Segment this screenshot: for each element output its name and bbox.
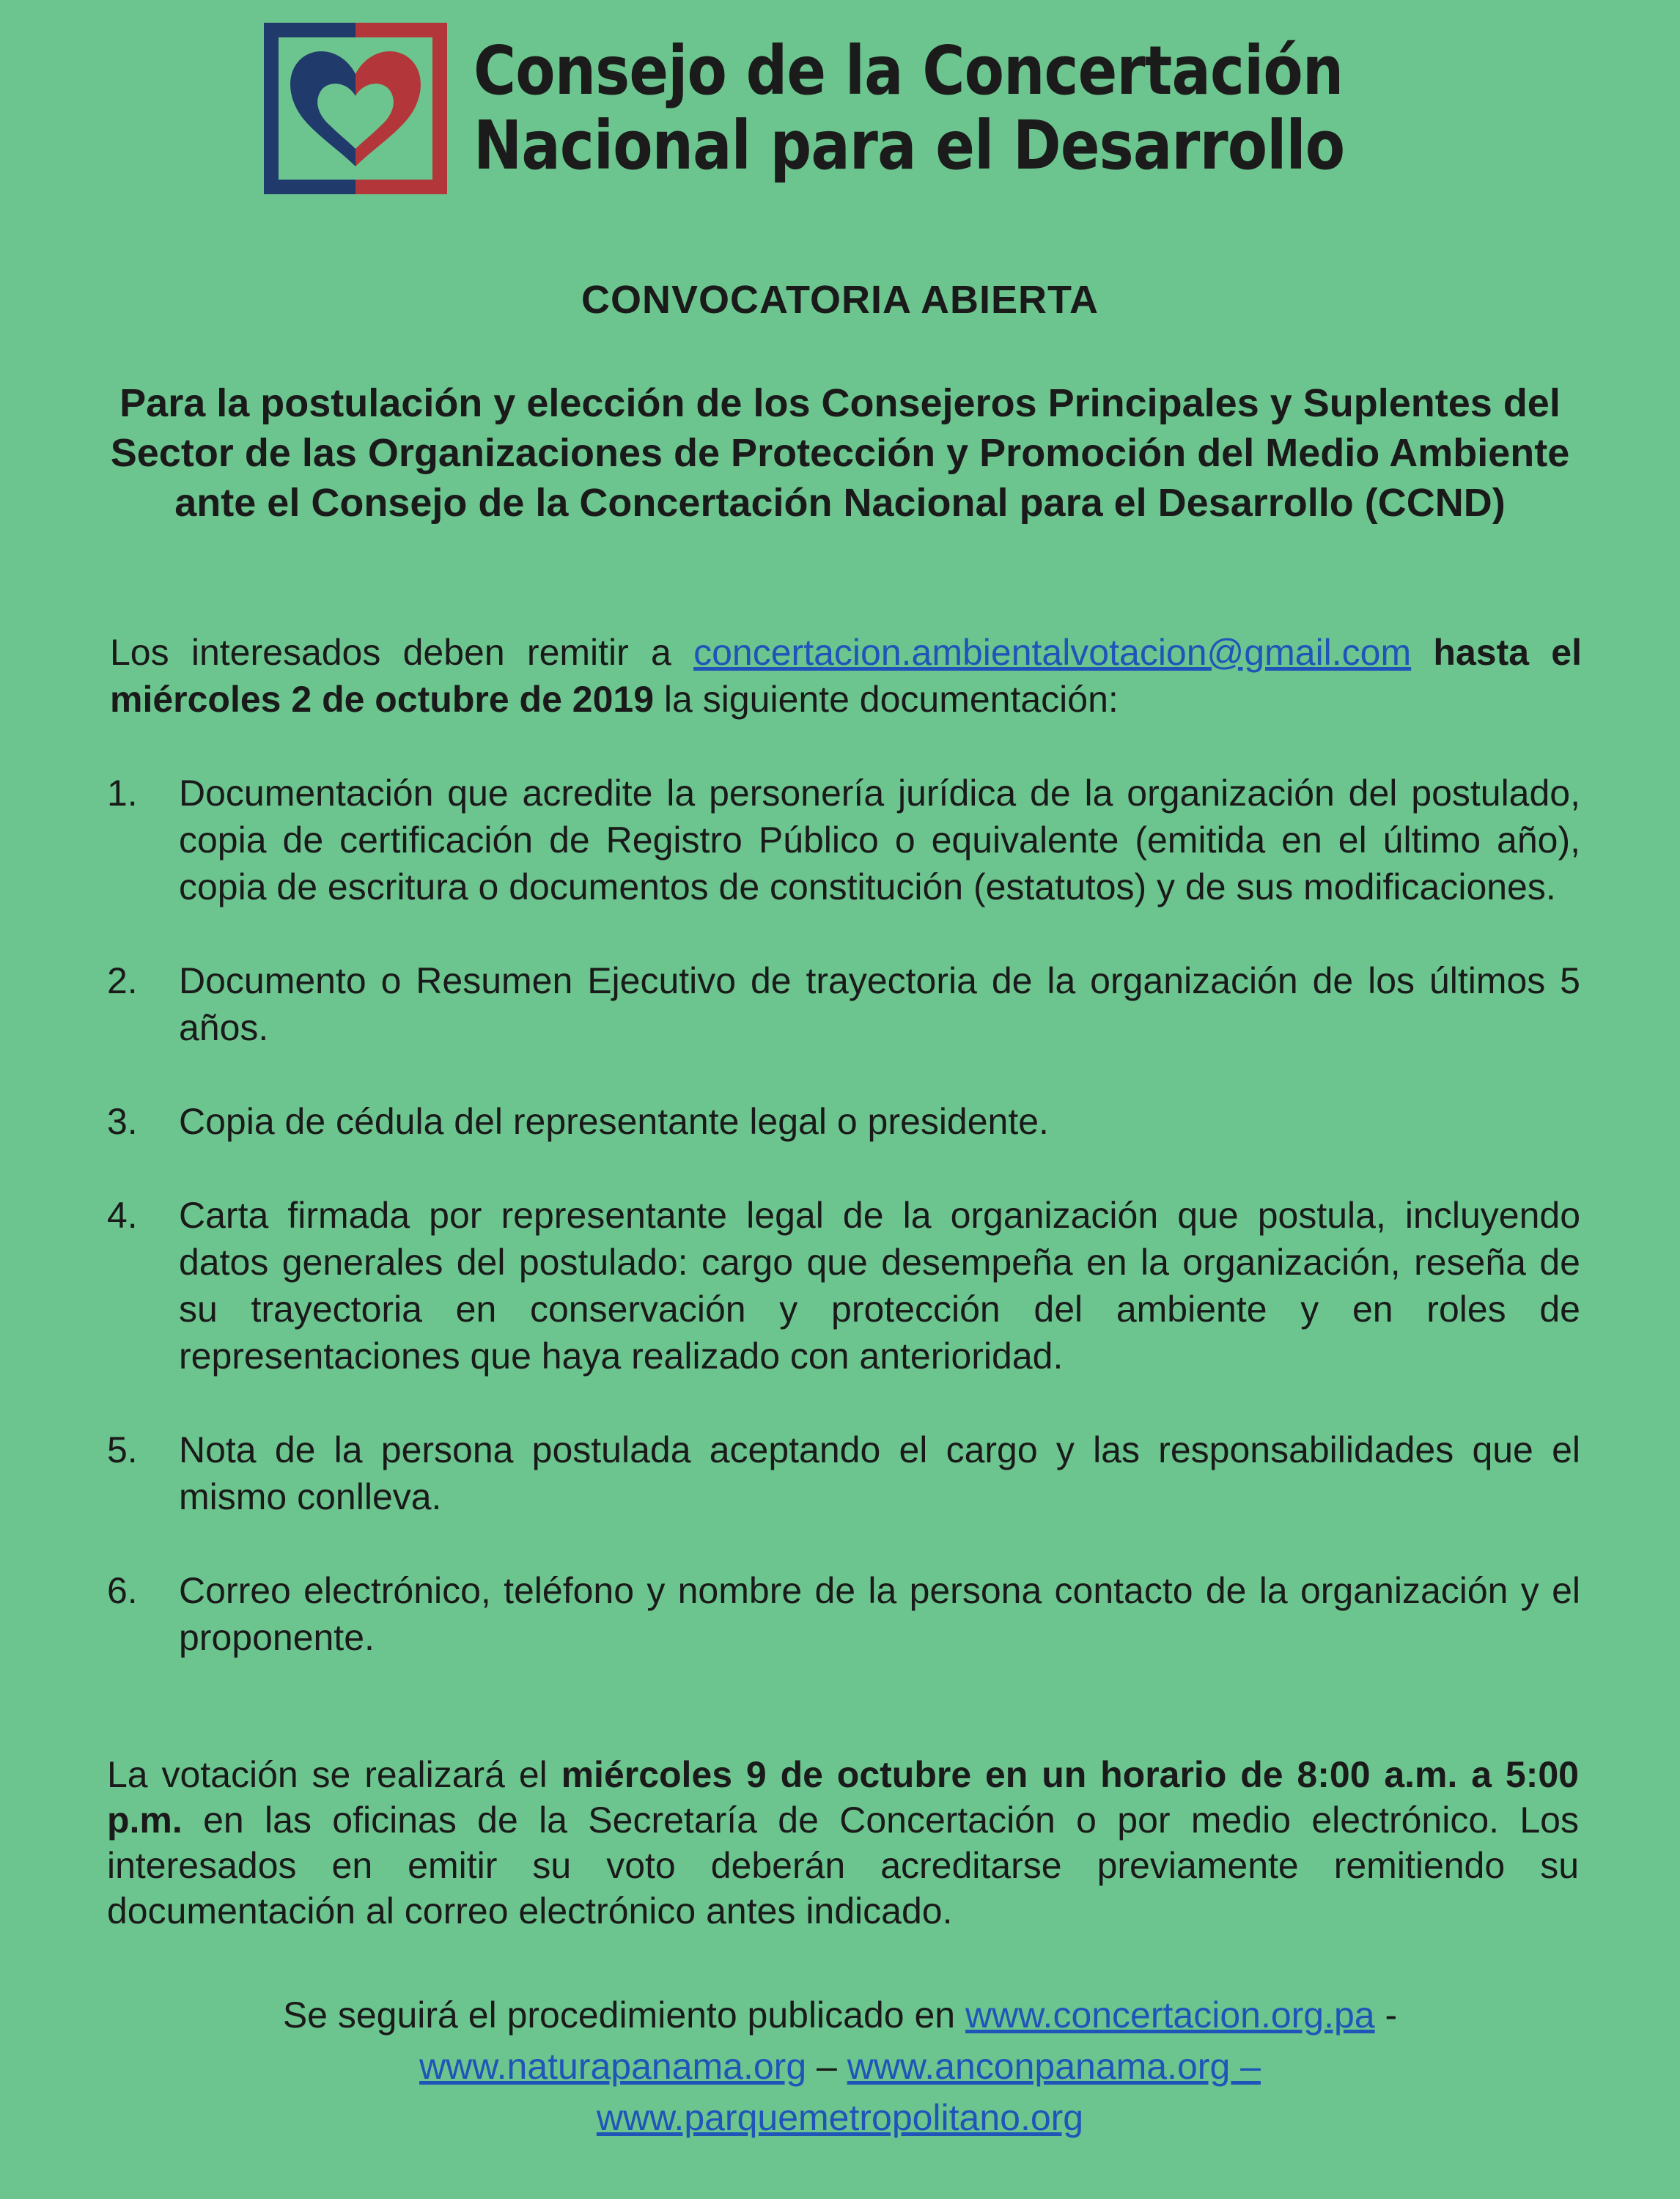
list-item-text: Carta firmada por representante legal de la organización que postula, incluyendo datos generales del postulado: cargo que desempeña en la organización, reseña de su trayectoria en conservación y protección del ambiente y en roles de representaciones que haya realizado con anterioridad. <box>179 1195 1580 1377</box>
document-subtitle: Para la postulación y elección de los Consejeros Principales y Suplentes del Sector de las Organizaciones de Protección y Promoción del Medio Ambiente ante el Consejo de la Concertación Nacional para el Desarrollo (CCND) <box>110 381 1570 525</box>
naturapanama-link[interactable]: www.naturapanama.org <box>419 2046 807 2087</box>
organization-name <box>474 34 1486 183</box>
footer-separator: – <box>806 2046 847 2087</box>
list-item-number: 5. <box>107 1429 138 1470</box>
footer-procedure <box>110 1989 1570 2143</box>
list-item-number: 1. <box>107 773 138 814</box>
voting-prefix: La votación se realizará el <box>107 1754 561 1795</box>
deadline-text: hasta el miércoles 2 de octubre de 2019 <box>110 632 1582 720</box>
organization-name-line-1: Consejo de la Concertación <box>474 32 1344 110</box>
list-item-number: 6. <box>107 1570 138 1611</box>
document-title: CONVOCATORIA ABIERTA <box>581 278 1099 322</box>
letterhead <box>264 21 1486 196</box>
parquemetropolitano-link[interactable]: www.parquemetropolitano.org <box>596 2097 1084 2138</box>
list-item-number: 2. <box>107 960 138 1001</box>
list-item-number: 4. <box>107 1195 138 1236</box>
voting-paragraph <box>107 1752 1579 1934</box>
contact-email-link[interactable]: concertacion.ambientalvotacion@gmail.com <box>693 632 1412 673</box>
intro-paragraph <box>110 629 1582 723</box>
requirements-list <box>107 770 1580 1708</box>
voting-date-text: miércoles 9 de octubre en un horario de 8:00 a.m. a 5:00 p.m. <box>107 1754 1579 1841</box>
list-item <box>107 1098 1580 1145</box>
list-item <box>107 1426 1580 1520</box>
footer-prefix: Se seguirá el procedimiento publicado en <box>282 1994 965 2036</box>
heart-logo-icon <box>264 23 447 194</box>
list-item-text: Documento o Resumen Ejecutivo de trayectoria de la organización de los últimos 5 años. <box>179 960 1580 1048</box>
organization-name-line-2: Nacional para el Desarrollo <box>474 106 1345 185</box>
list-item <box>107 1192 1580 1380</box>
list-item-text: Correo electrónico, teléfono y nombre de la persona contacto de la organización y el proponente. <box>179 1570 1580 1658</box>
list-item <box>107 1567 1580 1661</box>
concertacion-link[interactable]: www.concertacion.org.pa <box>965 1994 1375 2036</box>
list-item-number: 3. <box>107 1101 138 1142</box>
list-item-text: Documentación que acredite la personería jurídica de la organización del postulado, copia de certificación de Registro Público o equivalente (emitida en el último año), copia de escritura o documentos de constitución (estatutos) y de sus modificaciones. <box>179 773 1580 907</box>
list-item <box>107 770 1580 910</box>
intro-suffix: la siguiente documentación: <box>654 679 1119 720</box>
voting-suffix: en las oficinas de la Secretaría de Concertación o por medio electrónico. Los interesados en emitir su voto deberán acreditarse previamente remitiendo su documentación al correo electrónico antes indicado. <box>107 1800 1579 1931</box>
intro-prefix: Los interesados deben remitir a <box>110 632 694 673</box>
list-item-text: Nota de la persona postulada aceptando el cargo y las responsabilidades que el mismo conlleva. <box>179 1429 1580 1517</box>
footer-separator: - <box>1374 1994 1398 2036</box>
anconpanama-link[interactable]: www.anconpanama.org – <box>847 2046 1261 2087</box>
list-item-text: Copia de cédula del representante legal o presidente. <box>179 1101 1049 1142</box>
list-item <box>107 957 1580 1051</box>
